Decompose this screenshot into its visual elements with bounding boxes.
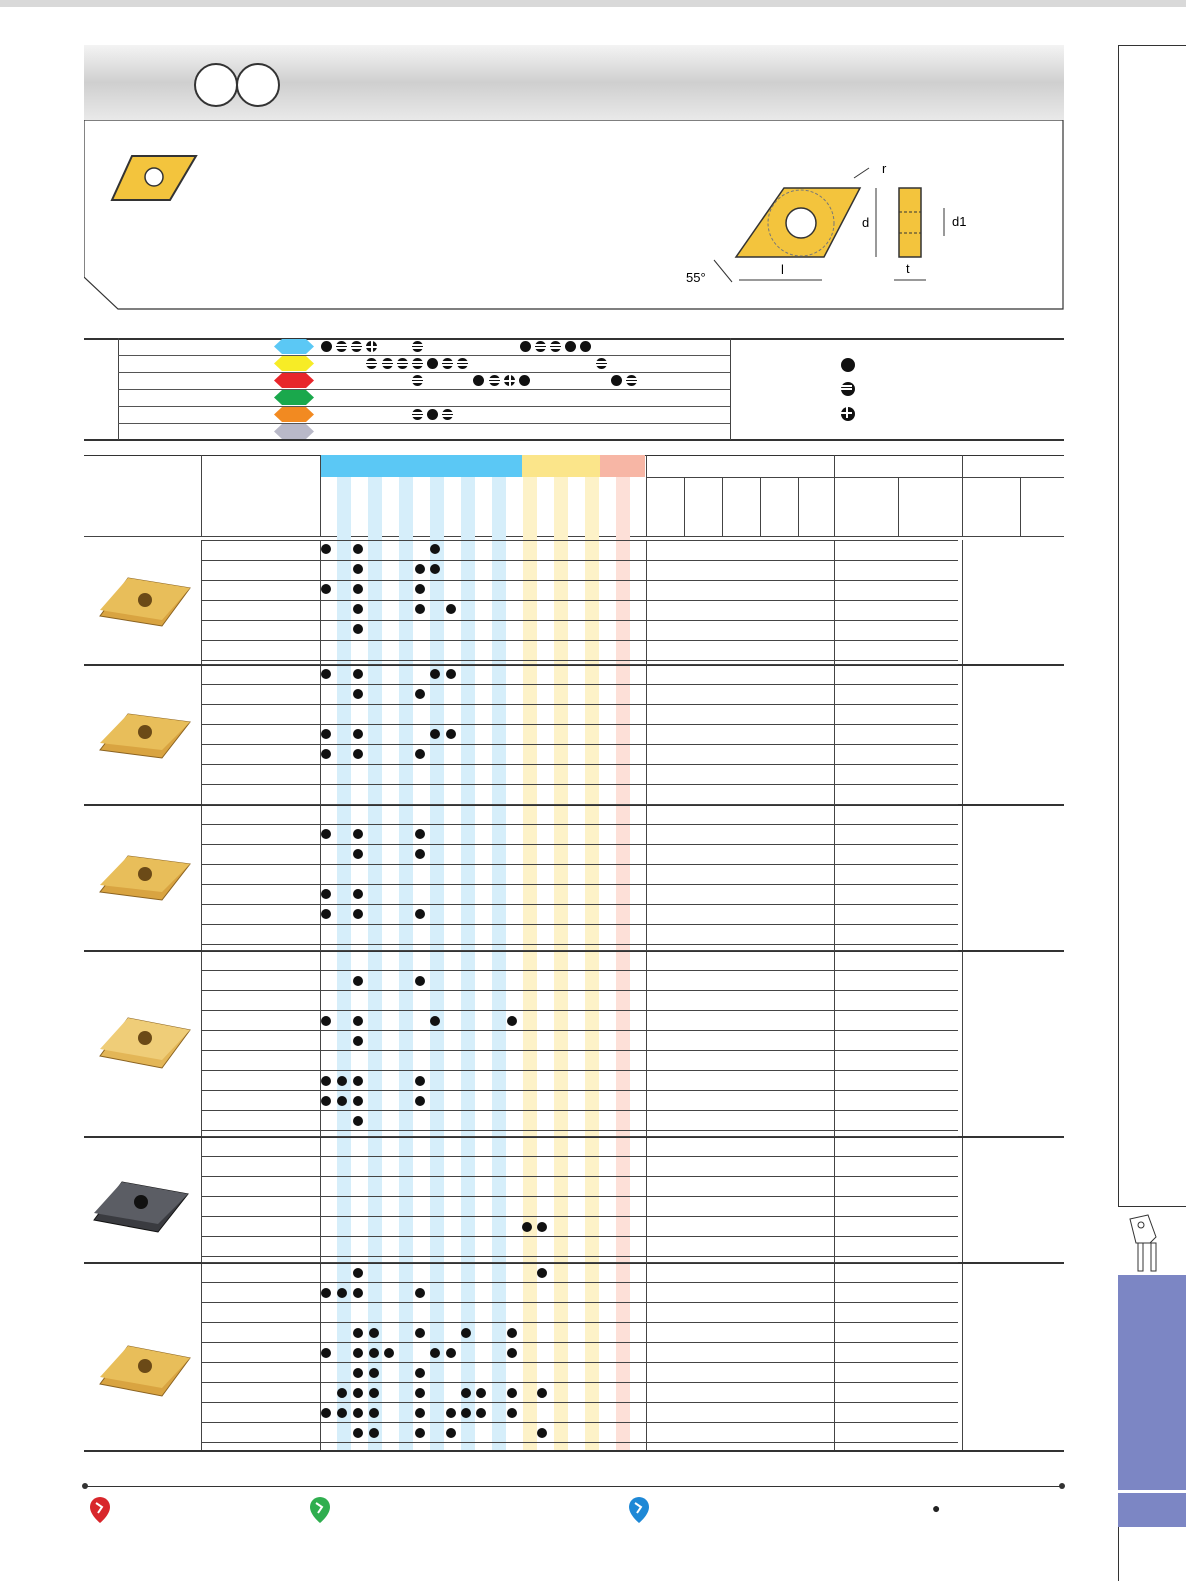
- grade-circle-2: [236, 63, 280, 107]
- svg-text:d: d: [862, 215, 870, 230]
- grade-circle-1: [194, 63, 238, 107]
- tool-holder-icon: [1126, 1213, 1166, 1273]
- insert-header-box: [84, 120, 1064, 310]
- insert-photo-5: [92, 1180, 192, 1235]
- svg-text:55°: 55°: [686, 270, 706, 285]
- footer-bullet: ●: [932, 1500, 941, 1516]
- svg-text:r: r: [882, 161, 887, 176]
- insert-photo-1: [98, 576, 193, 631]
- insert-photo-4: [98, 1016, 193, 1071]
- iso-k-arrow-icon: [274, 373, 314, 388]
- material-legend-table: [84, 338, 1064, 441]
- svg-text:l: l: [781, 262, 784, 277]
- iso-s-arrow-icon: [274, 407, 314, 422]
- insert-photo-3: [98, 852, 193, 907]
- svg-text:t: t: [906, 261, 910, 276]
- title-band: [84, 45, 1064, 120]
- half-dot-icon: [841, 382, 855, 396]
- insert-photo-2: [98, 710, 193, 765]
- cross-dot-icon: [841, 407, 855, 421]
- blue-marker-icon: [627, 1495, 651, 1525]
- green-marker-icon: [308, 1495, 332, 1525]
- full-dot-icon: [841, 358, 855, 372]
- insert-photo-6: [98, 1344, 193, 1399]
- iso-p-arrow-icon: [274, 339, 314, 354]
- red-marker-icon: [88, 1495, 112, 1525]
- iso-m-arrow-icon: [274, 356, 314, 371]
- iso-h-arrow-icon: [274, 424, 314, 439]
- footer-line: [84, 1486, 1064, 1487]
- side-tab-panel: [1118, 45, 1186, 1207]
- main-table-header: [84, 455, 1064, 537]
- svg-text:d1: d1: [952, 214, 967, 229]
- iso-n-arrow-icon: [274, 390, 314, 405]
- insert-table-body: [84, 540, 1064, 1452]
- top-bar: [0, 0, 1186, 7]
